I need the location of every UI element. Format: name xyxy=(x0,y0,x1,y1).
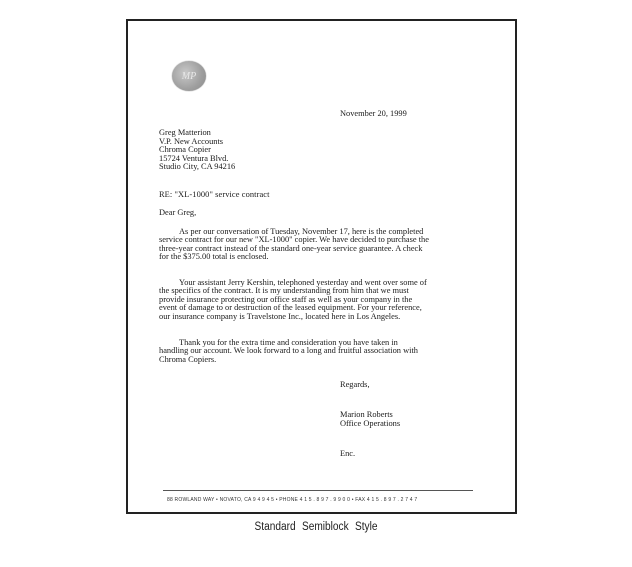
recipient-street: 15724 Ventura Blvd. xyxy=(159,153,229,163)
paragraph-line: the specifics of the contract. It is my understanding from him that we must xyxy=(159,286,409,296)
paragraph-line: handling our account. We look forward to a long and fruitful association with xyxy=(159,346,418,356)
paragraph-1 xyxy=(159,228,429,262)
paragraph-line: event of damage to or destruction of the leased equipment. For your reference, xyxy=(159,303,422,313)
paragraph-line: Your assistant Jerry Kershin, telephoned yesterday and went over some of xyxy=(179,278,427,287)
recipient-company: Chroma Copier xyxy=(159,145,211,155)
signature-block xyxy=(340,411,400,428)
paragraph-line: provide insurance protecting our office staff as well as your company in the xyxy=(159,294,413,304)
footer-divider xyxy=(163,490,473,491)
paragraph-3 xyxy=(159,339,418,364)
recipient-title: V.P. New Accounts xyxy=(159,136,224,146)
paragraph-2 xyxy=(159,279,427,321)
complimentary-close: Regards, xyxy=(340,380,370,389)
recipient-address xyxy=(159,129,235,172)
paragraph-line: Thank you for the extra time and consideration you have taken in xyxy=(179,338,398,347)
salutation: Dear Greg, xyxy=(159,208,197,217)
company-logo xyxy=(172,61,206,91)
subject-line: RE: "XL-1000" service contract xyxy=(159,190,270,199)
letter-date: November 20, 1999 xyxy=(340,109,407,118)
paragraph-line: for the $375.00 total is enclosed. xyxy=(159,252,269,262)
paragraph-line: three-year contract instead of the standard one-year service guarantee. A check xyxy=(159,243,423,253)
signer-name: Marion Roberts xyxy=(340,410,393,419)
recipient-city: Studio City, CA 94216 xyxy=(159,162,236,172)
paragraph-line: Chroma Copiers. xyxy=(159,354,217,364)
letterhead-footer: 88 ROWLAND WAY • NOVATO, CA 9 4 9 4 5 • PHONE 4 1 5 . 8 9 7 . 9 9 0 0 • FAX 4 1 5 . 8 9 7 . 2 7 4 7 xyxy=(167,497,418,503)
logo-mark: MP xyxy=(181,70,197,82)
paragraph-line: service contract for our new "XL-1000" copier. We have decided to purchase the xyxy=(159,235,429,245)
figure-caption: Standard Semiblock Style xyxy=(254,521,378,533)
recipient-name: Greg Matterion xyxy=(159,128,211,137)
paragraph-line: As per our conversation of Tuesday, November 17, here is the completed xyxy=(179,227,424,236)
letter-page xyxy=(126,19,517,514)
enclosure-notation: Enc. xyxy=(340,449,356,458)
signer-title: Office Operations xyxy=(340,418,401,428)
paragraph-line: our insurance company is Travelstone Inc., located here in Los Angeles. xyxy=(159,311,401,321)
